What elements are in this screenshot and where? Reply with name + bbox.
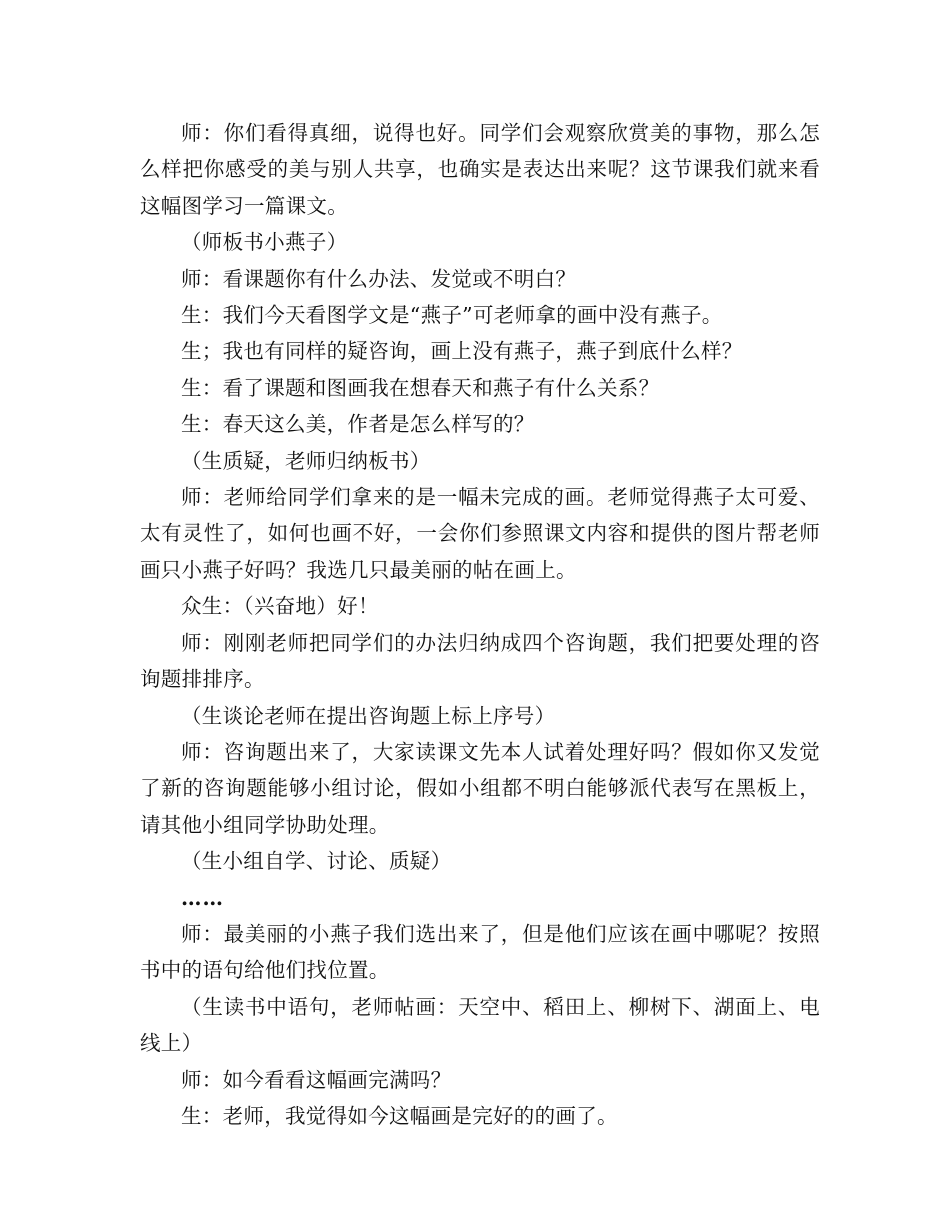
paragraph-teacher-find-positions: 师：最美丽的小燕子我们选出来了，但是他们应该在画中哪呢？按照书中的语句给他们找位置。: [140, 921, 820, 983]
paragraph-teacher-group-work: 师：咨询题出来了，大家读课文先本人试着处理好吗？假如你又发觉了新的咨询题能够小组讨论，假如小组都不明白能够派代表写在黑板上，请其他小组同学协助处理。: [140, 739, 820, 837]
paragraph-teacher-four-questions: 师：刚刚老师把同学们的办法归纳成四个咨询题，我们把要处理的咨询题排排序。: [140, 630, 820, 692]
paragraph-stage-direction-2: （生谈论老师在提出咨询题上标上序号）: [181, 703, 556, 728]
paragraph-student-3: 生：看了课题和图画我在想春天和燕子有什么关系？: [181, 375, 660, 400]
paragraph-student-4: 生：春天这么美，作者是怎么样写的？: [181, 412, 535, 437]
paragraph-blackboard-title: （师板书小燕子）: [181, 230, 348, 255]
paragraph-students-reply: 众生：（兴奋地）好！: [181, 594, 379, 619]
paragraph-stage-direction-4: （生读书中语句，老师帖画：天空中、稻田上、柳树下、湖面上、电线上）: [140, 994, 820, 1056]
paragraph-student-2: 生；我也有同样的疑咨询，画上没有燕子，燕子到底什么样？: [181, 339, 743, 364]
paragraph-teacher-intro: 师：你们看得真细，说得也好。同学们会观察欣赏美的事物，那么怎么样把你感受的美与别人共享，也确实是表达出来呢？这节课我们就来看这幅图学习一篇课文。: [140, 121, 820, 218]
paragraph-student-1: 生：我们今天看图学文是“燕子”可老师拿的画中没有燕子。: [181, 303, 723, 328]
paragraph-ellipsis: ……: [181, 885, 224, 910]
paragraph-teacher-complete-question: 师：如今看看这幅画完满吗？: [181, 1067, 452, 1092]
paragraph-teacher-question: 师：看课题你有什么办法、发觉或不明白？: [181, 266, 577, 291]
lesson-transcript: [140, 115, 820, 1134]
paragraph-student-final: 生：老师，我觉得如今这幅画是完好的的画了。: [181, 1103, 618, 1128]
paragraph-stage-direction-1: （生质疑，老师归纳板书）: [181, 448, 431, 473]
paragraph-stage-direction-3: （生小组自学、讨论、质疑）: [181, 849, 452, 874]
paragraph-teacher-unfinished-painting: 师：老师给同学们拿来的是一幅未完成的画。老师觉得燕子太可爱、太有灵性了，如何也画不好，一会你们参照课文内容和提供的图片帮老师画只小燕子好吗？我选几只最美丽的帖在画上。: [140, 485, 820, 582]
